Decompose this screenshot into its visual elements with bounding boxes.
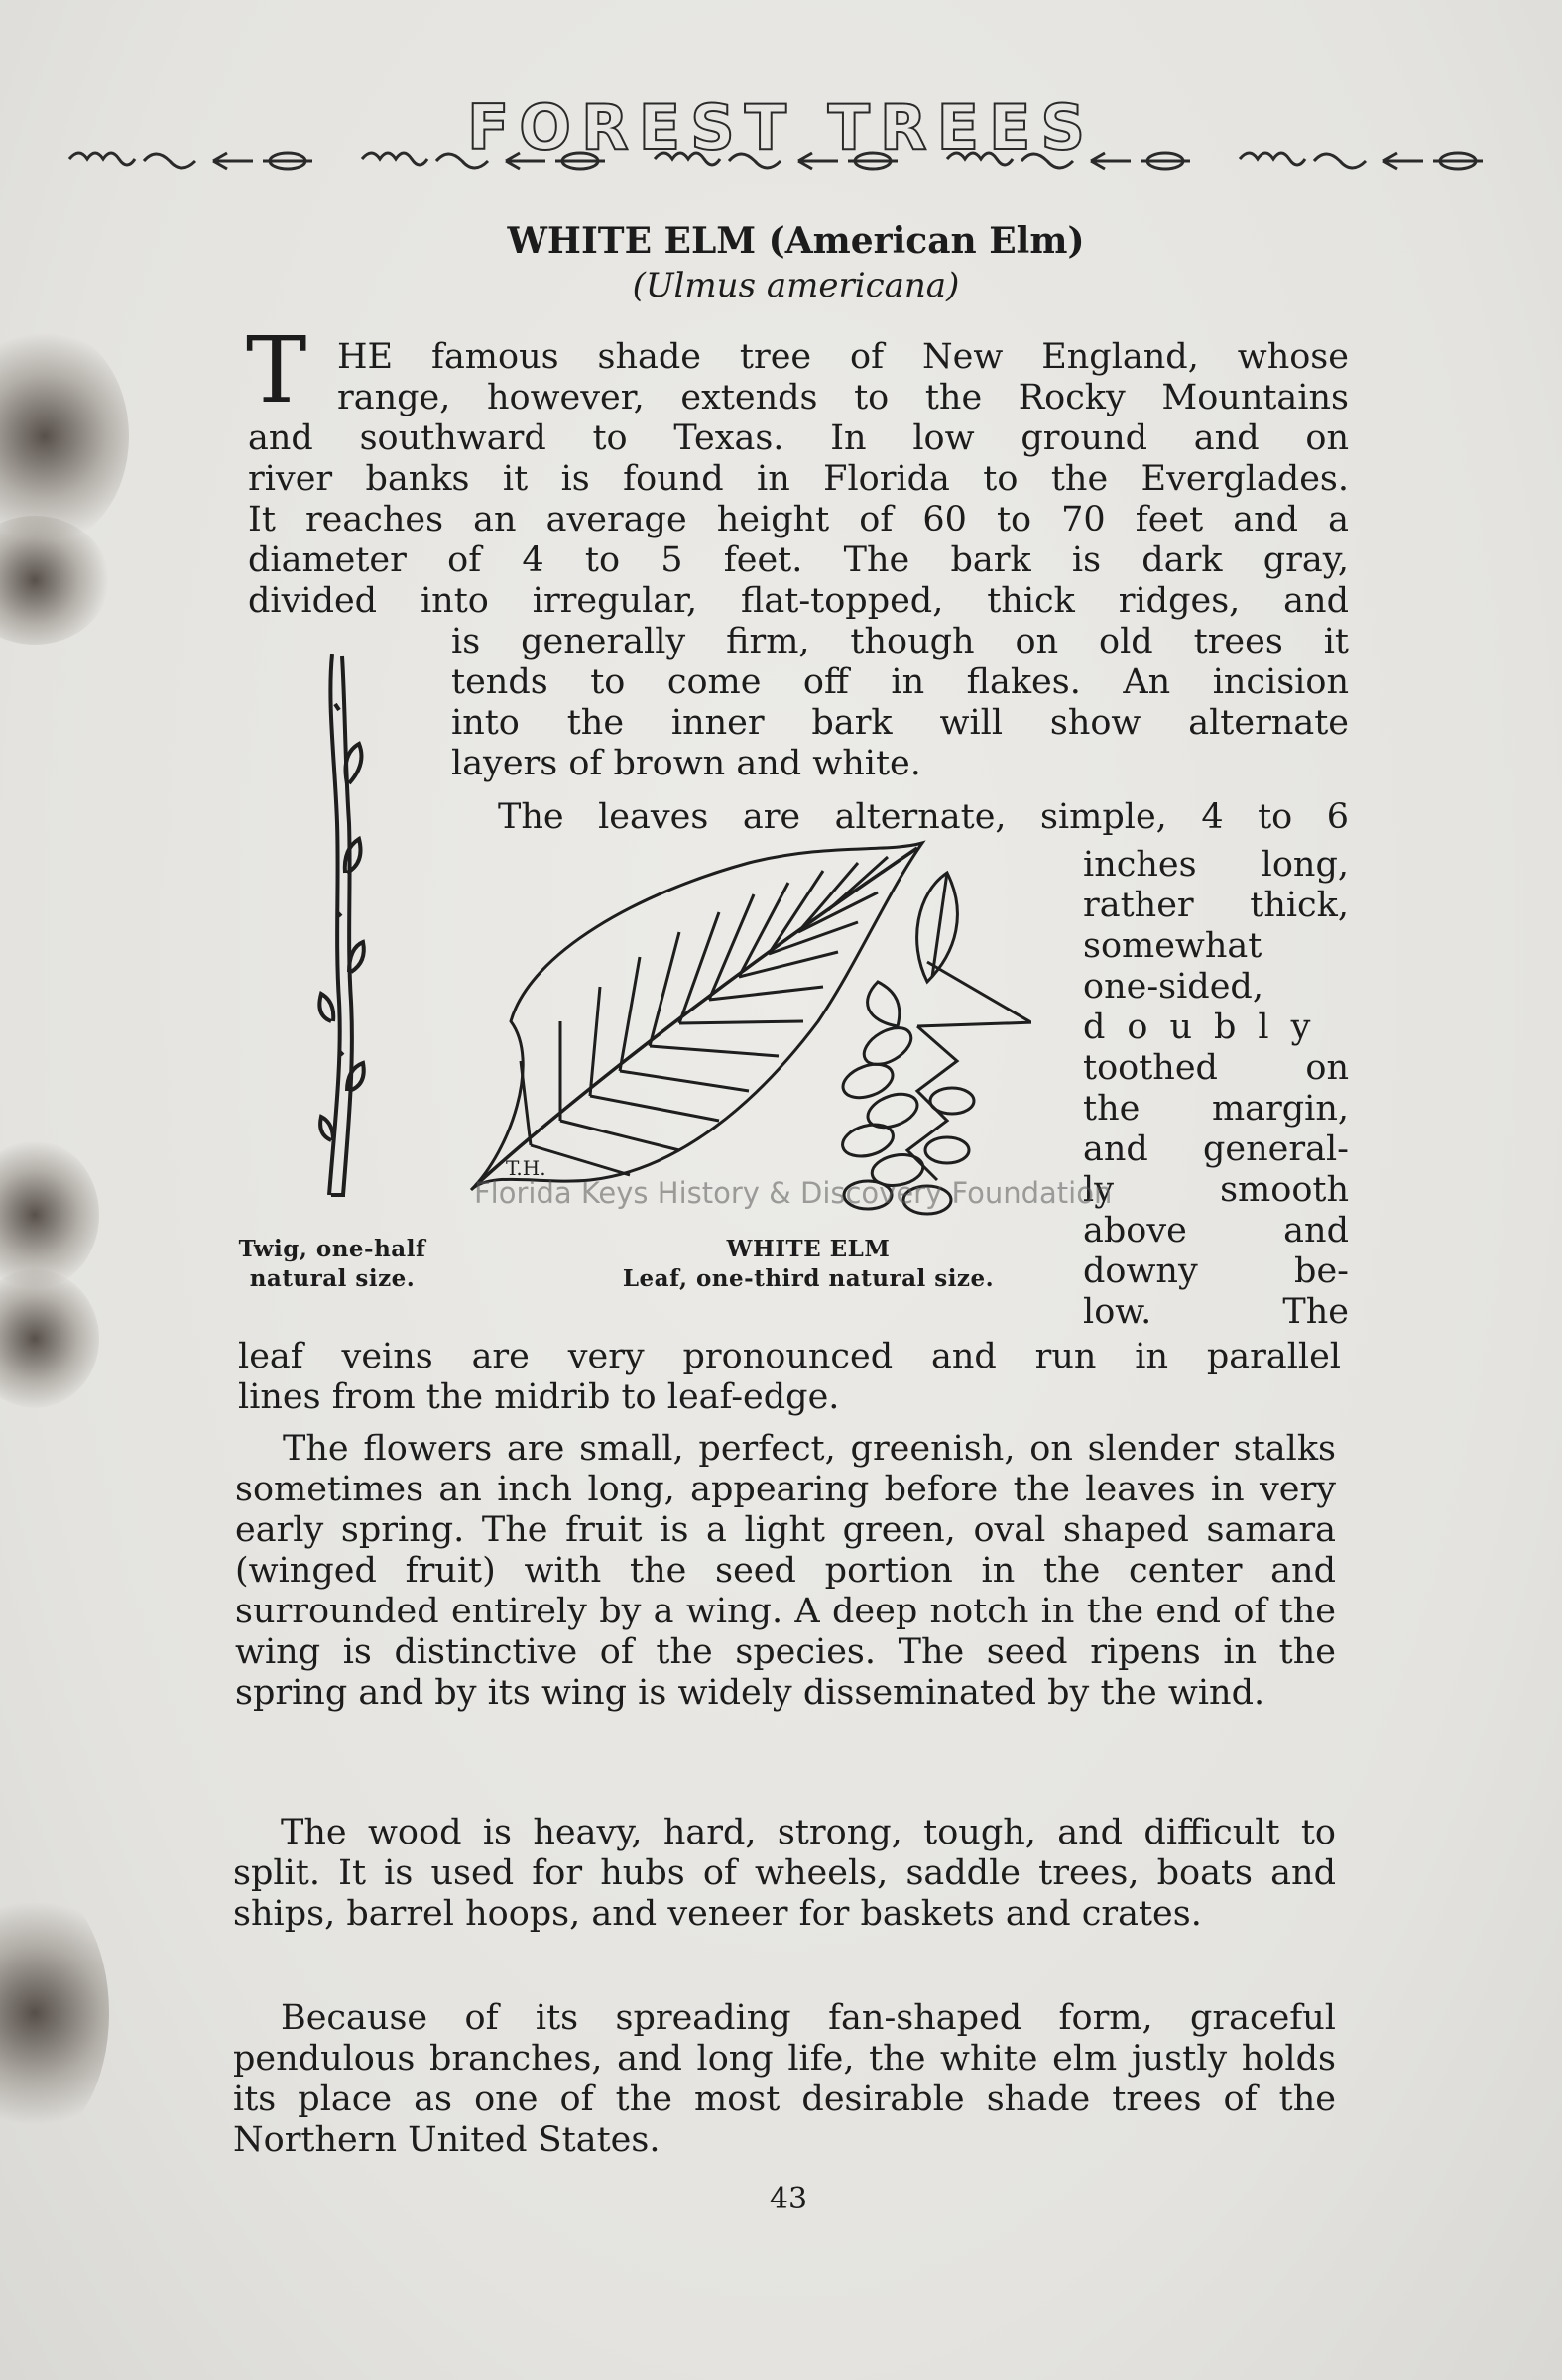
intro-line: It reaches an average height of 60 to 70 feet and a (248, 500, 1349, 539)
flowers-paragraph: The flowers are small, perfect, greenish, on slender stalks sometimes an inch long, appearing before the leaves in very early spring. The fruit is a light green, oval shaped samara (winged fruit) with the seed portion in the center and surrounded entirely by a wing. A deep notch in the end of the wing is distinctive of the species. The seed ripens in the spring and by its wing is widely disseminated by the wind. (235, 1429, 1336, 1713)
leaf-illustration (451, 833, 1031, 1230)
artist-initials: T.H. (506, 1156, 546, 1180)
leaves-side-line: and general- (1083, 1130, 1349, 1169)
leaves-side-line: the margin, (1083, 1089, 1349, 1129)
intro-line: river banks it is found in Florida to the Everglades. (248, 459, 1349, 499)
bark-line: is generally firm, though on old trees it (451, 622, 1349, 661)
scorch-mark (0, 1269, 99, 1408)
bark-line: layers of brown and white. (451, 744, 921, 783)
leaves-side-line: somewhat (1083, 926, 1262, 966)
leaf-caption-line: Leaf, one-third natural size. (622, 1265, 995, 1292)
scorch-mark (0, 516, 109, 645)
intro-line: range, however, extends to the Rocky Mountains (337, 378, 1349, 417)
intro-line: diameter of 4 to 5 feet. The bark is dark gray, (248, 540, 1349, 580)
leaves-side-line: doubly (1083, 1008, 1333, 1047)
scorch-mark (0, 1884, 109, 2142)
drop-cap: T (246, 317, 307, 423)
scorch-mark (0, 327, 129, 545)
leaves-side-line: ly smooth (1083, 1170, 1349, 1210)
leaves-tail-line: leaf veins are very pronounced and run in parallel (238, 1337, 1341, 1376)
intro-line: divided into irregular, flat-topped, thick ridges, and (248, 581, 1349, 621)
wood-paragraph: The wood is heavy, hard, strong, tough, and difficult to split. It is used for hubs of wheels, saddle trees, boats and ships, barrel hoops, and veneer for baskets and crates. (233, 1813, 1336, 1934)
leaves-side-line: downy be- (1083, 1251, 1349, 1291)
leaves-tail-line: lines from the midrib to leaf-edge. (238, 1377, 840, 1417)
leaves-side-line: low. The (1083, 1292, 1349, 1332)
bark-line: into the inner bark will show alternate (451, 703, 1349, 743)
leaves-first-line: The leaves are alternate, simple, 4 to 6 (498, 797, 1349, 837)
leaves-side-line: above and (1083, 1211, 1349, 1250)
bark-line: tends to come off in flakes. An incision (451, 662, 1349, 702)
leaves-side-line: inches long, (1083, 845, 1349, 885)
leaves-side-line: one-sided, (1083, 967, 1263, 1007)
leaves-side-line: toothed on (1083, 1048, 1349, 1088)
scorch-mark (0, 1140, 99, 1289)
intro-line: HE famous shade tree of New England, whose (337, 337, 1349, 377)
leaf-caption-line: WHITE ELM (726, 1236, 891, 1262)
leaf-caption (595, 1235, 1021, 1294)
page-number: 43 (769, 2182, 808, 2216)
watermark: Florida Keys History & Discovery Foundation (474, 1176, 1113, 1210)
intro-line: and southward to Texas. In low ground and on (248, 418, 1349, 458)
twig-illustration (288, 645, 387, 1210)
section-header: FOREST TREES (466, 91, 1096, 164)
leaves-side-line: rather thick, (1083, 886, 1349, 925)
twig-caption-line: natural size. (249, 1265, 416, 1292)
ornament-border (64, 139, 1552, 188)
twig-caption (223, 1235, 441, 1294)
twig-caption-line: Twig, one-half (238, 1236, 426, 1262)
closing-paragraph: Because of its spreading fan-shaped form, graceful pendulous branches, and long life, the white elm justly holds its place as one of the most desirable shade trees of the Northern United States. (233, 1998, 1336, 2160)
scientific-name: (Ulmus americana) (632, 266, 960, 305)
article-title: WHITE ELM (American Elm) (507, 220, 1085, 262)
